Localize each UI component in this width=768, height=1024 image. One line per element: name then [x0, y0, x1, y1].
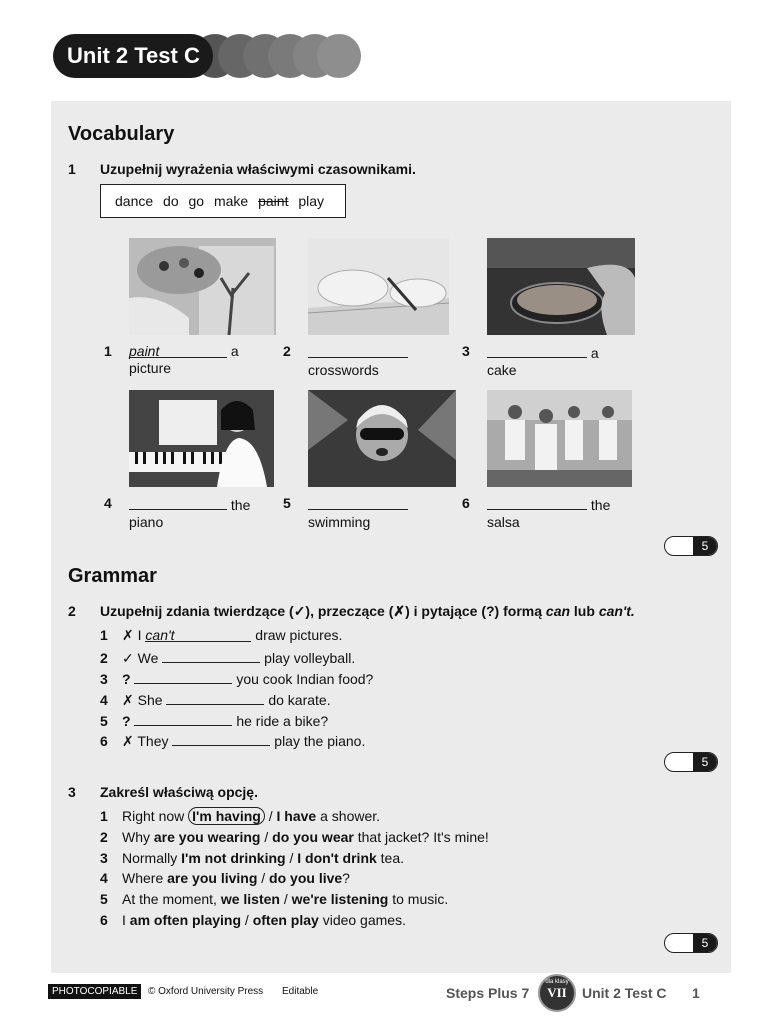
seal-numeral: VII — [547, 985, 567, 1000]
painting-photo — [129, 238, 276, 335]
option[interactable]: do you live — [269, 870, 343, 886]
option[interactable]: are you wearing — [153, 829, 261, 845]
item-subject: She — [137, 692, 163, 708]
option[interactable]: we're listening — [291, 891, 389, 907]
item-text: tea. — [376, 850, 405, 866]
answer-text: paint — [129, 343, 160, 359]
vocab-item-3 — [487, 343, 627, 379]
score-value: 5 — [693, 537, 717, 555]
vocab-item-second-line: crosswords — [308, 362, 379, 378]
choice-item — [100, 870, 350, 887]
painting-photo-image — [129, 238, 276, 335]
choice-item — [100, 829, 489, 846]
item-text: you cook Indian food? — [236, 671, 374, 687]
answer-blank[interactable] — [162, 648, 260, 663]
vocab-item-number: 1 — [104, 343, 112, 359]
word-box-word: dance — [115, 193, 154, 209]
item-text: Normally — [122, 850, 182, 866]
answer-blank[interactable] — [145, 627, 251, 642]
item-number: 1 — [100, 808, 108, 824]
vocab-item-second-line: swimming — [308, 514, 371, 530]
grammar-item — [100, 731, 365, 750]
vocab-item-second-line: picture — [129, 360, 172, 376]
task-3-number: 3 — [68, 784, 76, 800]
item-number: 5 — [100, 713, 108, 729]
option-separator: / — [264, 808, 277, 824]
vocab-item-second-line: cake — [487, 362, 517, 378]
option-separator: / — [285, 850, 298, 866]
item-text: At the moment, — [122, 891, 221, 907]
vocab-item-suffix: the — [230, 497, 251, 513]
answer-blank[interactable] — [129, 343, 227, 358]
vocab-item-number: 4 — [104, 495, 112, 511]
option-separator: / — [279, 891, 292, 907]
instruction-text-italic: can't. — [598, 603, 635, 619]
item-text: I — [122, 912, 130, 928]
grammar-item — [100, 669, 373, 688]
answer-text: can't — [145, 627, 175, 643]
item-number: 3 — [100, 671, 108, 687]
check-mark-icon: ✓ — [122, 650, 134, 666]
vocabulary-heading: Vocabulary — [68, 123, 175, 145]
item-number: 5 — [100, 891, 108, 907]
answer-blank[interactable] — [487, 343, 587, 358]
page-number: 1 — [692, 985, 700, 1001]
item-number: 1 — [100, 627, 108, 643]
cross-mark-icon: ✗ — [122, 627, 134, 643]
task-3-instruction: Zakreśl właściwą opcję. — [100, 784, 258, 800]
score-box[interactable] — [664, 536, 718, 556]
grammar-heading: Grammar — [68, 565, 157, 587]
vocab-item-number: 3 — [462, 343, 470, 359]
task-2-instruction — [100, 603, 635, 620]
footer-unit: Unit 2 Test C — [582, 985, 667, 1001]
series-name: Steps Plus 7 — [446, 985, 530, 1001]
vocab-item-number: 6 — [462, 495, 470, 511]
word-box-word: play — [298, 193, 325, 209]
item-text: play the piano. — [274, 733, 366, 749]
vocab-item-suffix: a — [230, 343, 239, 359]
answer-blank[interactable] — [308, 495, 408, 510]
item-text: to music. — [388, 891, 449, 907]
cross-mark-icon: ✗ — [122, 692, 134, 708]
option[interactable]: are you living — [167, 870, 258, 886]
vocab-item-suffix: the — [590, 497, 611, 513]
answer-blank[interactable] — [129, 495, 227, 510]
choice-item — [100, 912, 406, 929]
option[interactable]: often play — [252, 912, 319, 928]
vocab-item-second-line: salsa — [487, 514, 520, 530]
option-separator: / — [241, 912, 253, 928]
score-value: 5 — [693, 934, 717, 952]
cake-photo — [487, 238, 635, 335]
item-number: 6 — [100, 733, 108, 749]
item-text: video games. — [318, 912, 406, 928]
option[interactable]: I don't drink — [297, 850, 377, 866]
piano-photo-image — [129, 390, 274, 487]
item-text: that jacket? It's mine! — [353, 829, 489, 845]
item-text: a shower. — [316, 808, 381, 824]
answer-blank[interactable] — [308, 343, 408, 358]
header-dot — [317, 34, 361, 78]
word-box-word: go — [188, 193, 205, 209]
task-1-instruction: Uzupełnij wyrażenia właściwymi czasownikami. — [100, 161, 416, 177]
answer-blank[interactable] — [134, 711, 232, 726]
item-text: ? — [342, 870, 350, 886]
question-mark-icon: ? — [122, 671, 131, 687]
answer-blank[interactable] — [166, 690, 264, 705]
item-text: draw pictures. — [255, 627, 343, 643]
salsa-photo-image — [487, 390, 632, 487]
grammar-item — [100, 627, 342, 644]
item-subject: We — [137, 650, 159, 666]
answer-blank[interactable] — [172, 731, 270, 746]
item-number: 4 — [100, 692, 108, 708]
vocab-item-5 — [308, 495, 448, 531]
crossword-photo-image — [308, 238, 449, 335]
option[interactable]: we listen — [220, 891, 280, 907]
option[interactable]: do you wear — [272, 829, 354, 845]
choice-item — [100, 850, 404, 867]
copyright-text: © Oxford University Press — [148, 986, 264, 997]
option-separator: / — [257, 870, 270, 886]
score-value: 5 — [693, 753, 717, 771]
option-separator: / — [260, 829, 273, 845]
word-box-word: do — [163, 193, 179, 209]
item-text: he ride a bike? — [236, 713, 329, 729]
item-text: Where — [122, 870, 168, 886]
vocab-item-suffix: a — [590, 345, 599, 361]
item-number: 4 — [100, 870, 108, 886]
swimming-photo — [308, 390, 456, 487]
vocab-item-4 — [129, 495, 269, 531]
answer-blank[interactable] — [487, 495, 587, 510]
crossword-photo — [308, 238, 449, 335]
item-text: Why — [122, 829, 154, 845]
item-text: play volleyball. — [264, 650, 356, 666]
item-text: Right now — [122, 808, 189, 824]
vocab-item-second-line: piano — [129, 514, 164, 530]
item-subject: I — [137, 627, 142, 643]
seal-top-text: dla klasy — [545, 979, 569, 985]
item-number: 2 — [100, 829, 108, 845]
option[interactable]: I have — [276, 808, 317, 824]
item-text: do karate. — [268, 692, 331, 708]
question-mark-icon: ? — [122, 713, 131, 729]
answer-blank[interactable] — [134, 669, 232, 684]
option[interactable]: am often playing — [129, 912, 242, 928]
class-seal-logo — [538, 974, 576, 1012]
photocopiable-badge: PHOTOCOPIABLE — [48, 984, 141, 999]
grammar-item — [100, 711, 328, 730]
grammar-item — [100, 690, 331, 709]
vocab-item-number: 2 — [283, 343, 291, 359]
task-1-number: 1 — [68, 161, 76, 177]
item-subject: They — [137, 733, 169, 749]
instruction-text: lub — [570, 603, 599, 619]
word-box-word-used: paint — [258, 193, 289, 209]
word-box — [100, 184, 346, 218]
score-box[interactable] — [664, 933, 718, 953]
word-box-word: make — [213, 193, 249, 209]
score-box[interactable] — [664, 752, 718, 772]
item-number: 3 — [100, 850, 108, 866]
grammar-item — [100, 648, 355, 667]
item-number: 2 — [100, 650, 108, 666]
item-number: 6 — [100, 912, 108, 928]
piano-photo — [129, 390, 274, 487]
page-title: Unit 2 Test C — [53, 34, 213, 78]
cross-mark-icon: ✗ — [122, 733, 134, 749]
swimming-photo-image — [308, 390, 456, 487]
vocab-item-6 — [487, 495, 627, 531]
choice-item — [100, 808, 380, 825]
option-circled[interactable]: I'm having — [188, 807, 265, 825]
salsa-photo — [487, 390, 632, 487]
vocab-item-number: 5 — [283, 495, 291, 511]
cake-photo-image — [487, 238, 635, 335]
task-2-number: 2 — [68, 603, 76, 619]
option[interactable]: I'm not drinking — [181, 850, 286, 866]
vocab-item-1 — [129, 343, 269, 377]
instruction-text-italic: can — [545, 603, 571, 619]
vocab-item-2 — [308, 343, 448, 379]
instruction-text: Uzupełnij zdania twierdzące (✓), przeczące (✗) i pytające (?) formą — [100, 603, 546, 619]
choice-item — [100, 891, 448, 908]
editable-text: Editable — [282, 986, 319, 997]
